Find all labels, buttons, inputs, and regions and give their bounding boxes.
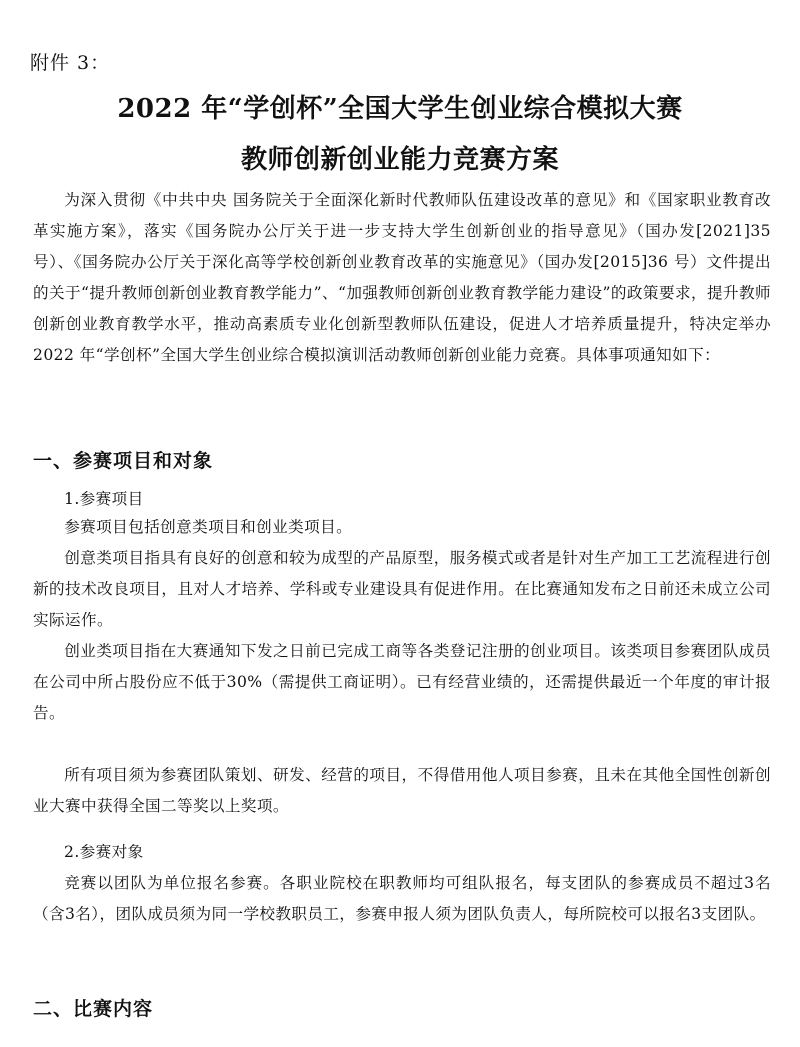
intro-paragraph: 为深入贯彻《中共中央 国务院关于全面深化新时代教师队伍建设改革的意见》和《国家职业教育改革实施方案》，落实《国务院办公厅关于进一步支持大学生创新创业的指导意见》（国办发[2021]35 号）、《国务院办公厅关于深化高等学校创新创业教育改革的实施意见》（国办发[2015]36 号）文件提出的关于“提升教师创新创业教育教学能力”、“加强教师创新创业教育教学能力建设”的政策要求，提升教师创新创业教育教学水平，推动高素质专业化创新型教师队伍建设，促进人才培养质量提升，特决定举办 2022 年“学创杯”全国大学生创业综合模拟演训活动教师创新创业能力竞赛。具体事项通知如下：: [33, 191, 771, 364]
title-line-1: 2022 年“学创杯”全国大学生创业综合模拟大赛: [117, 94, 683, 124]
title-line-2: 教师创新创业能力竞赛方案: [240, 145, 559, 175]
paragraph: 竞赛以团队为单位报名参赛。各职业院校在职教师均可组队报名，每支团队的参赛成员不超过3名（含3名），团队成员须为同一学校教职员工，参赛申报人须为团队负责人，每所院校可以报名3支团队。: [33, 874, 771, 923]
paragraph: 创业类项目指在大赛通知下发之日前已完成工商等各类登记注册的创业项目。该类项目参赛团队成员在公司中所占股份应不低于30%（需提供工商证明）。已有经营业绩的，还需提供最近一个年度的审计报告。: [33, 642, 771, 722]
paragraph: 创意类项目指具有良好的创意和较为成型的产品原型，服务模式或者是针对生产加工工艺流程进行创新的技术改良项目，且对人才培养、学科或专业建设具有促进作用。在比赛通知发布之日前还未成立公司实际运作。: [33, 549, 771, 629]
subsection-2-title: 2.参赛对象: [64, 843, 144, 861]
paragraph: 所有项目须为参赛团队策划、研发、经营的项目，不得借用他人项目参赛，且未在其他全国性创新创业大赛中获得全国二等奖以上奖项。: [33, 766, 771, 815]
section-2-heading: 二、比赛内容: [33, 998, 154, 1020]
paragraph: 参赛项目包括创意类项目和创业类项目。: [64, 518, 353, 536]
attachment-label: 附件 3：: [30, 52, 111, 74]
section-1-heading: 一、参赛项目和对象: [33, 450, 214, 472]
subsection-1-title: 1.参赛项目: [64, 490, 144, 508]
